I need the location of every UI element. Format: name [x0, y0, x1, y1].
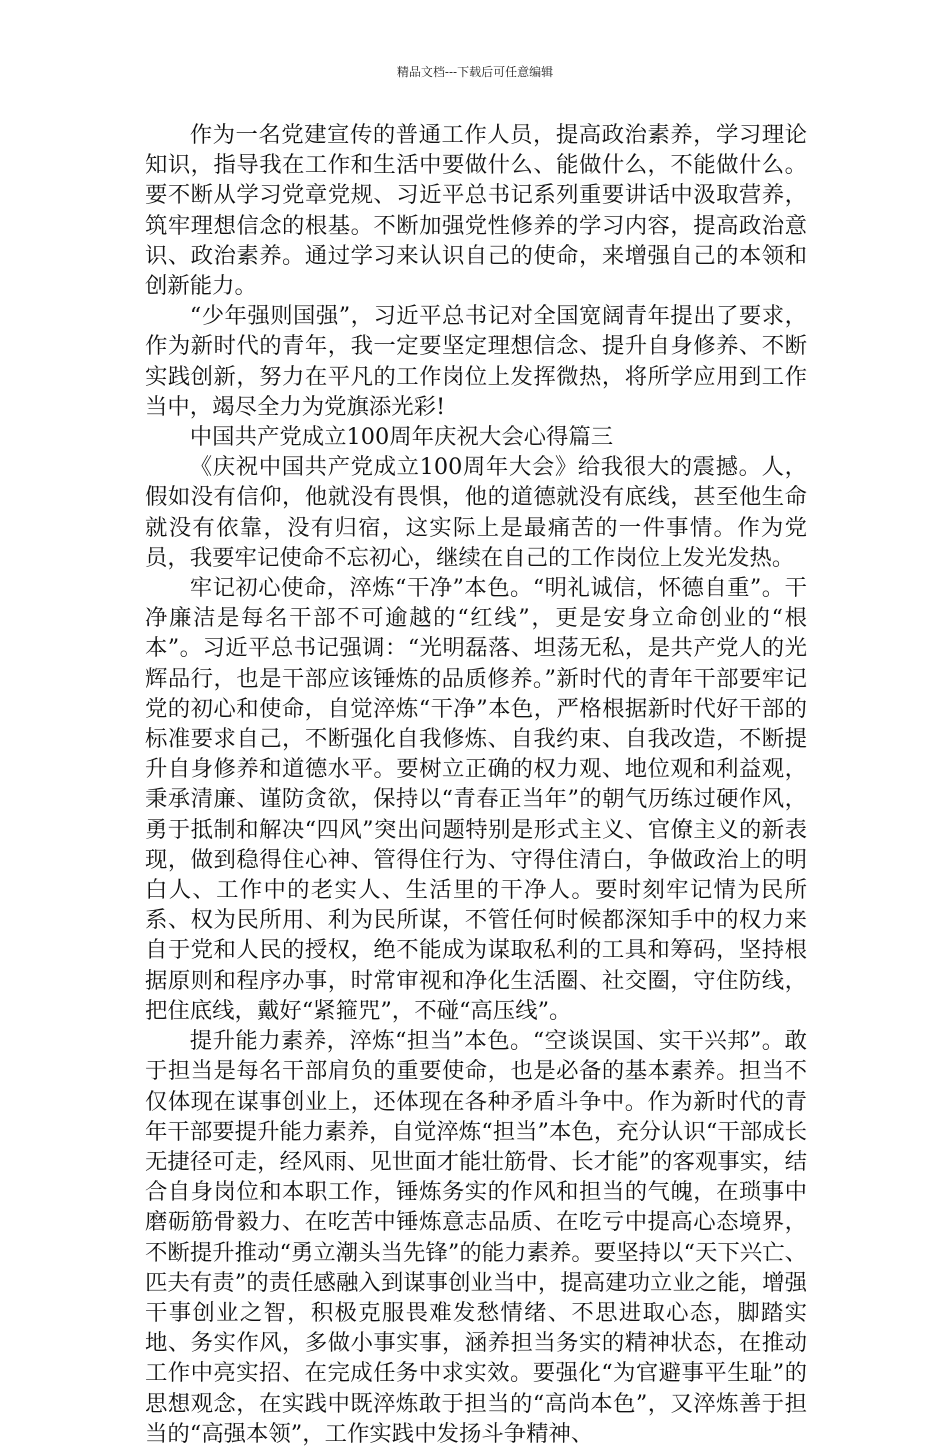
paragraph-ceremony-impression: 《庆祝中国共产党成立100周年大会》给我很大的震撼。人，假如没有信仰，他就没有畏惧，他的道德就没有底线，甚至他生命就没有依靠，没有归宿，这实际上是最痛苦的一件事情。作为党员，我要牢记使命不忘初心，继续在自己的工作岗位上发光发热。: [145, 454, 807, 571]
paragraph-political-literacy: 作为一名党建宣传的普通工作人员，提高政治素养，学习理论知识，指导我在工作和生活中要做什么、能做什么，不能做什么。要不断从学习党章党规、习近平总书记系列重要讲话中汲取营养，筑牢理想信念的根基。不断加强党性修养的学习内容，提高政治意识、政治素养。通过学习来认识自己的使命，来增强自己的本领和创新能力。: [145, 122, 807, 300]
paragraph-youth-strong: “少年强则国强”，习近平总书记对全国宽阔青年提出了要求，作为新时代的青年，我一定要坚定理想信念、提升自身修养、不断实践创新，努力在平凡的工作岗位上发挥微热，将所学应用到工作当中，竭尽全力为党旗添光彩!: [145, 303, 807, 420]
document-body: [145, 120, 807, 1449]
section-heading: 中国共产党成立100周年庆祝大会心得篇三: [189, 424, 614, 451]
page-header: 精品文档---下载后可任意编辑: [396, 65, 554, 79]
paragraph-clean-integrity: 牢记初心使命，淬炼“干净”本色。“明礼诚信，怀德自重”。干净廉洁是每名干部不可逾越的“红线”，更是安身立命创业的“根本”。习近平总书记强调：“光明磊落、坦荡无私，是共产党人的光辉品行，也是干部应该锤炼的品质修养。”新时代的青年干部要牢记党的初心和使命，自觉淬炼“干净”本色，严格根据新时代好干部的标准要求自己，不断强化自我修炼、自我约束、自我改造，不断提升自身修养和道德水平。要树立正确的权力观、地位观和利益观，秉承清廉、谨防贪欲，保持以“青春正当年”的朝气历练过硬作风，勇于抵制和解决“四风”突出问题特别是形式主义、官僚主义的新表现，做到稳得住心神、管得住行为、守得住清白，争做政治上的明白人、工作中的老实人、生活里的干净人。要时刻牢记情为民所系、权为民所用、利为民所谋，不管任何时候都深知手中的权力来自于党和人民的授权，绝不能成为谋取私利的工具和筹码，坚持根据原则和程序办事，时常审视和净化生活圈、社交圈，守住防线，把住底线，戴好“紧箍咒”，不碰“高压线”。: [145, 575, 807, 1024]
paragraph-responsibility: 提升能力素养，淬炼“担当”本色。“空谈误国、实干兴邦”。敢于担当是每名干部肩负的重要使命，也是必备的基本素养。担当不仅体现在谋事创业上，还体现在各种矛盾斗争中。作为新时代的青年干部要提升能力素养，自觉淬炼“担当”本色，充分认识“干部成长无捷径可走，经风雨、见世面才能壮筋骨、长才能”的客观事实，结合自身岗位和本职工作，锤炼务实的作风和担当的气魄，在琐事中磨砺筋骨毅力、在吃苦中锤炼意志品质、在吃亏中提高心态境界，不断提升推动“勇立潮头当先锋”的能力素养。要坚持以“天下兴亡、匹夫有责”的责任感融入到谋事创业当中，提高建功立业之能，增强干事创业之智，积极克服畏难发愁情绪、不思进取心态，脚踏实地、务实作风，多做小事实事，涵养担当务实的精神状态，在推动工作中亮实招、在完成任务中求实效。要强化“为官避事平生耻”的思想观念，在实践中既淬炼敢于担当的“高尚本色”，又淬炼善于担当的“高强本领”，工作实践中发扬斗争精神、: [145, 1028, 807, 1447]
